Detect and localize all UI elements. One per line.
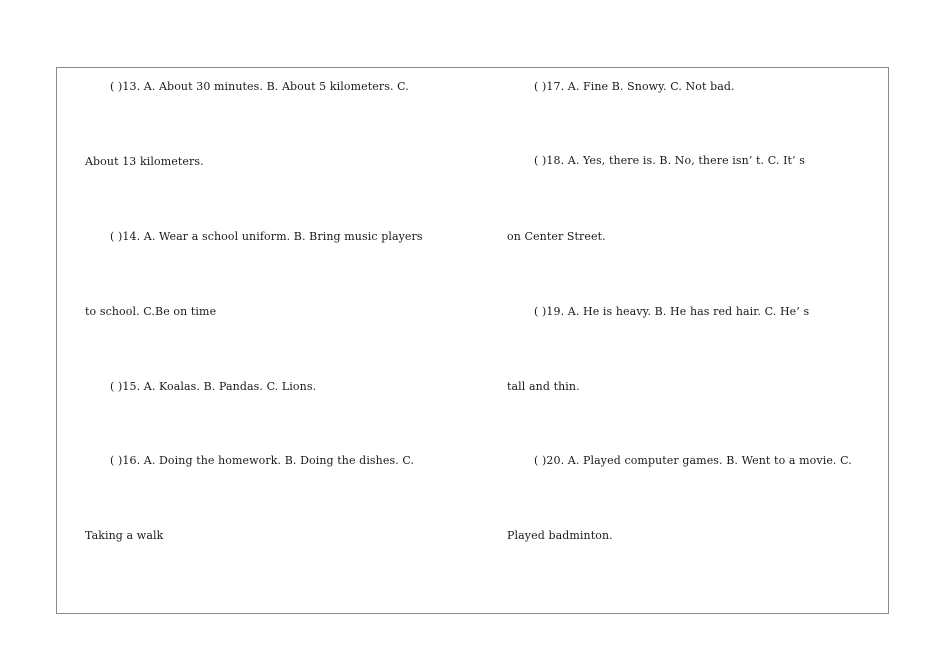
question-18-continuation: on Center Street. <box>507 230 606 243</box>
question-19-continuation: tall and thin. <box>507 380 580 393</box>
question-13: ( )13. A. About 30 minutes. B. About 5 kilometers. C. <box>110 80 409 93</box>
question-16-continuation: Taking a walk <box>85 529 164 542</box>
question-20: ( )20. A. Played computer games. B. Went to a movie. C. <box>534 454 852 467</box>
question-17: ( )17. A. Fine B. Snowy. C. Not bad. <box>534 80 735 93</box>
question-19: ( )19. A. He is heavy. B. He has red hair. C. He’ s <box>534 305 810 318</box>
question-18: ( )18. A. Yes, there is. B. No, there isn’ t. C. It’ s <box>534 154 805 167</box>
question-14: ( )14. A. Wear a school uniform. B. Bring music players <box>110 230 423 243</box>
question-14-continuation: to school. C.Be on time <box>85 305 217 318</box>
question-13-continuation: About 13 kilometers. <box>85 155 204 168</box>
question-20-continuation: Played badminton. <box>507 529 613 542</box>
question-15: ( )15. A. Koalas. B. Pandas. C. Lions. <box>110 380 317 393</box>
question-16: ( )16. A. Doing the homework. B. Doing the dishes. C. <box>110 454 415 467</box>
page-frame <box>56 67 889 614</box>
